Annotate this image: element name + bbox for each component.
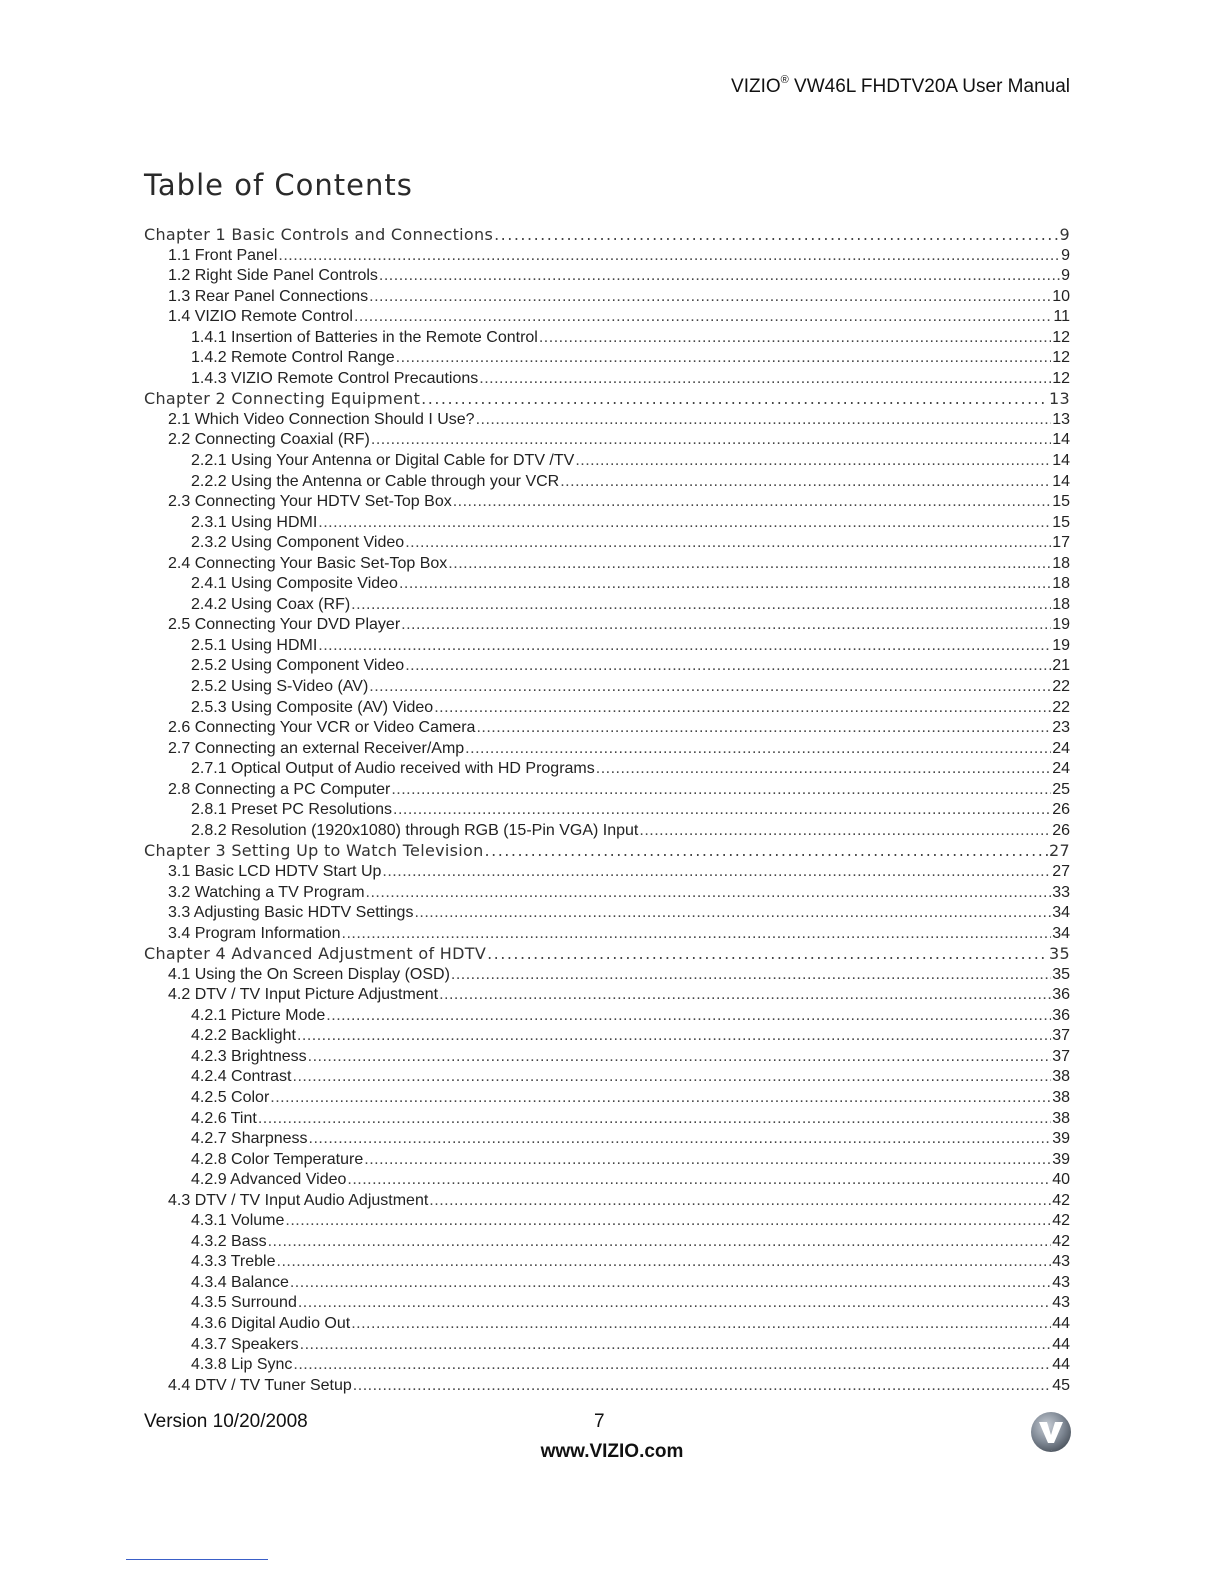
- toc-entry-title: 2.8.1 Preset PC Resolutions: [191, 801, 392, 819]
- toc-page-number: 26: [1052, 821, 1070, 839]
- toc-entry-title: 3.4 Program Information: [168, 924, 341, 942]
- toc-entry-title: 1.1 Front Panel: [168, 246, 278, 264]
- toc-dot-leader: [318, 636, 1051, 657]
- toc-dot-leader: [434, 698, 1051, 719]
- toc-entry[interactable]: [144, 1335, 1070, 1356]
- toc-page-number: 37: [1052, 1047, 1070, 1065]
- toc-page-number: 33: [1052, 883, 1070, 901]
- toc-dot-leader: [369, 287, 1051, 308]
- toc-entry[interactable]: [144, 328, 1070, 349]
- toc-entry-title: 1.3 Rear Panel Connections: [168, 287, 369, 305]
- toc-dot-leader: [476, 410, 1052, 431]
- toc-entry[interactable]: [144, 862, 1070, 883]
- toc-entry[interactable]: [144, 739, 1070, 760]
- toc-entry-title: 4.2.6 Tint: [191, 1109, 257, 1127]
- toc-dot-leader: [354, 307, 1052, 328]
- toc-entry-title: 2.3 Connecting Your HDTV Set-Top Box: [168, 493, 452, 511]
- toc-page-number: 11: [1053, 308, 1070, 326]
- toc-entry-title: 2.7.1 Optical Output of Audio received with HD Programs: [191, 760, 595, 778]
- toc-entry[interactable]: [144, 1252, 1070, 1273]
- toc-entry[interactable]: [144, 1109, 1070, 1130]
- footer-page-number: 7: [594, 1411, 605, 1432]
- toc-page-number: 25: [1052, 780, 1070, 798]
- toc-dot-leader: [353, 1376, 1051, 1397]
- toc-dot-leader: [391, 780, 1051, 801]
- toc-dot-leader: [258, 1109, 1051, 1130]
- toc-dot-leader: [451, 965, 1051, 986]
- toc-dot-leader: [308, 1047, 1052, 1068]
- toc-page-number: 43: [1052, 1294, 1070, 1312]
- toc-entry-title: 4.3.7 Speakers: [191, 1335, 299, 1353]
- toc-entry[interactable]: [144, 1273, 1070, 1294]
- page-title: Table of Contents: [144, 168, 413, 202]
- toc-dot-leader: [347, 1170, 1051, 1191]
- toc-page-number: 38: [1052, 1109, 1070, 1127]
- toc-entry[interactable]: [144, 430, 1070, 451]
- toc-page-number: 39: [1052, 1130, 1070, 1148]
- toc-page-number: 38: [1052, 1068, 1070, 1086]
- toc-entry-title: 1.4 VIZIO Remote Control: [168, 308, 353, 326]
- toc-entry[interactable]: [144, 903, 1070, 924]
- toc-entry-title: 1.2 Right Side Panel Controls: [168, 267, 378, 285]
- toc-entry[interactable]: [144, 1047, 1070, 1068]
- toc-dot-leader: [298, 1293, 1051, 1314]
- toc-page-number: 22: [1052, 698, 1070, 716]
- toc-entry[interactable]: [144, 1355, 1070, 1376]
- toc-entry[interactable]: [144, 1314, 1070, 1335]
- toc-dot-leader: [401, 615, 1051, 636]
- toc-page-number: 26: [1052, 801, 1070, 819]
- toc-entry[interactable]: [144, 759, 1070, 780]
- toc-dot-leader: [476, 718, 1051, 739]
- toc-dot-leader: [396, 348, 1052, 369]
- toc-entry-title: 2.8.2 Resolution (1920x1080) through RGB (15-Pin VGA) Input: [191, 821, 639, 839]
- toc-page-number: 39: [1052, 1150, 1070, 1168]
- toc-entry-title: 2.8 Connecting a PC Computer: [168, 780, 391, 798]
- toc-page-number: 23: [1052, 719, 1070, 737]
- toc-entry-title: 2.2.1 Using Your Antenna or Digital Cable for DTV /TV: [191, 452, 575, 470]
- toc-entry[interactable]: [144, 636, 1070, 657]
- toc-entry-title: Chapter 3 Setting Up to Watch Television: [144, 841, 484, 861]
- toc-dot-leader: [487, 944, 1048, 965]
- toc-entry-title: 2.5.3 Using Composite (AV) Video: [191, 698, 434, 716]
- running-header: [731, 76, 1070, 98]
- toc-entry-title: 3.1 Basic LCD HDTV Start Up: [168, 862, 382, 880]
- toc-entry-title: 1.4.3 VIZIO Remote Control Precautions: [191, 369, 479, 387]
- toc-dot-leader: [270, 1088, 1051, 1109]
- toc-entry[interactable]: [144, 821, 1070, 842]
- toc-entry[interactable]: [144, 924, 1070, 945]
- toc-entry-title: Chapter 1 Basic Controls and Connections: [144, 225, 494, 244]
- toc-dot-leader: [405, 656, 1051, 677]
- toc-page-number: 43: [1052, 1273, 1070, 1291]
- toc-page-number: 14: [1052, 452, 1070, 470]
- toc-entry[interactable]: [144, 410, 1070, 431]
- toc-dot-leader: [575, 451, 1051, 472]
- toc-entry[interactable]: [144, 1026, 1070, 1047]
- toc-chapter-entry[interactable]: [144, 944, 1070, 965]
- toc-dot-leader: [485, 841, 1049, 862]
- toc-entry-title: 2.4.2 Using Coax (RF): [191, 595, 351, 613]
- toc-dot-leader: [429, 1191, 1051, 1212]
- toc-dot-leader: [382, 862, 1051, 883]
- toc-entry-title: 2.1 Which Video Connection Should I Use?: [168, 410, 475, 428]
- toc-entry-title: 4.1 Using the On Screen Display (OSD): [168, 965, 450, 983]
- toc-page-number: 19: [1052, 636, 1070, 654]
- toc-entry-title: 4.3.1 Volume: [191, 1212, 285, 1230]
- toc-page-number: 27: [1052, 862, 1070, 880]
- toc-page-number: 24: [1052, 739, 1070, 757]
- toc-entry-title: 2.4.1 Using Composite Video: [191, 575, 398, 593]
- toc-dot-leader: [285, 1211, 1051, 1232]
- toc-entry[interactable]: [144, 965, 1070, 986]
- toc-entry-title: 2.5.2 Using Component Video: [191, 657, 405, 675]
- toc-page-number: 15: [1052, 513, 1070, 531]
- toc-entry-title: 4.2.2 Backlight: [191, 1027, 296, 1045]
- toc-dot-leader: [596, 759, 1051, 780]
- toc-entry[interactable]: [144, 677, 1070, 698]
- toc-dot-leader: [421, 389, 1048, 410]
- link-underline-rule: [126, 1559, 268, 1560]
- toc-dot-leader: [414, 903, 1051, 924]
- header-brand: VIZIO: [731, 76, 781, 97]
- toc-entry[interactable]: [144, 1376, 1070, 1397]
- toc-entry[interactable]: [144, 1088, 1070, 1109]
- toc-entry-title: 4.3 DTV / TV Input Audio Adjustment: [168, 1191, 429, 1209]
- toc-page-number: 36: [1052, 1006, 1070, 1024]
- toc-dot-leader: [399, 574, 1051, 595]
- toc-page-number: 9: [1059, 225, 1070, 244]
- toc-dot-leader: [309, 1129, 1052, 1150]
- toc-entry-title: 2.2.2 Using the Antenna or Cable through your VCR: [191, 472, 560, 490]
- toc-dot-leader: [465, 739, 1051, 760]
- toc-entry-title: Chapter 2 Connecting Equipment: [144, 389, 421, 409]
- toc-entry[interactable]: [144, 574, 1070, 595]
- toc-dot-leader: [342, 924, 1052, 945]
- toc-dot-leader: [297, 1026, 1051, 1047]
- toc-entry[interactable]: [144, 287, 1070, 308]
- toc-entry[interactable]: [144, 369, 1070, 390]
- toc-entry[interactable]: [144, 718, 1070, 739]
- toc-entry[interactable]: [144, 266, 1070, 287]
- toc-page-number: 18: [1052, 575, 1070, 593]
- toc-entry[interactable]: [144, 698, 1070, 719]
- toc-chapter-entry[interactable]: [144, 841, 1070, 862]
- toc-entry[interactable]: [144, 1150, 1070, 1171]
- toc-entry-title: 4.2.1 Picture Mode: [191, 1006, 326, 1024]
- toc-page-number: 18: [1052, 554, 1070, 572]
- toc-entry-title: 3.3 Adjusting Basic HDTV Settings: [168, 904, 414, 922]
- toc-dot-leader: [277, 1252, 1052, 1273]
- toc-entry[interactable]: [144, 656, 1070, 677]
- toc-dot-leader: [293, 1067, 1052, 1088]
- toc-dot-leader: [268, 1232, 1052, 1253]
- toc-entry[interactable]: [144, 883, 1070, 904]
- toc-dot-leader: [366, 883, 1052, 904]
- toc-entry-title: 4.3.2 Bass: [191, 1232, 267, 1250]
- toc-entry-title: 4.2.9 Advanced Video: [191, 1171, 347, 1189]
- toc-dot-leader: [639, 821, 1051, 842]
- toc-entry[interactable]: [144, 1170, 1070, 1191]
- toc-page-number: 24: [1052, 760, 1070, 778]
- toc-entry[interactable]: [144, 451, 1070, 472]
- toc-entry-title: 4.3.3 Treble: [191, 1253, 276, 1271]
- toc-page-number: 34: [1052, 904, 1070, 922]
- toc-dot-leader: [405, 533, 1051, 554]
- toc-dot-leader: [326, 1006, 1051, 1027]
- toc-entry-title: 4.4 DTV / TV Tuner Setup: [168, 1376, 352, 1394]
- toc-page-number: 38: [1052, 1088, 1070, 1106]
- table-of-contents: [144, 225, 1070, 1396]
- toc-page-number: 13: [1052, 410, 1070, 428]
- toc-page-number: 12: [1052, 369, 1070, 387]
- toc-entry[interactable]: [144, 492, 1070, 513]
- toc-dot-leader: [364, 1150, 1051, 1171]
- toc-entry-title: 4.3.4 Balance: [191, 1273, 289, 1291]
- toc-entry-title: 1.4.2 Remote Control Range: [191, 349, 395, 367]
- toc-page-number: 15: [1052, 493, 1070, 511]
- toc-entry-title: 4.3.5 Surround: [191, 1294, 297, 1312]
- toc-page-number: 12: [1052, 328, 1070, 346]
- toc-dot-leader: [351, 595, 1051, 616]
- toc-page-number: 27: [1049, 841, 1070, 861]
- toc-dot-leader: [290, 1273, 1051, 1294]
- toc-dot-leader: [379, 266, 1060, 287]
- toc-entry-title: 2.2 Connecting Coaxial (RF): [168, 431, 370, 449]
- footer-version: Version 10/20/2008: [144, 1411, 308, 1432]
- toc-dot-leader: [453, 492, 1051, 513]
- toc-dot-leader: [539, 328, 1051, 349]
- toc-page-number: 9: [1061, 246, 1070, 264]
- toc-dot-leader: [278, 246, 1060, 267]
- toc-entry-title: 3.2 Watching a TV Program: [168, 883, 365, 901]
- toc-page-number: 44: [1052, 1314, 1070, 1332]
- toc-entry[interactable]: [144, 780, 1070, 801]
- toc-entry-title: 1.4.1 Insertion of Batteries in the Remote Control: [191, 328, 538, 346]
- toc-page-number: 34: [1052, 924, 1070, 942]
- toc-entry-title: 2.5.1 Using HDMI: [191, 636, 318, 654]
- toc-entry-title: Chapter 4 Advanced Adjustment of HDTV: [144, 944, 487, 964]
- toc-entry-title: 2.5 Connecting Your DVD Player: [168, 616, 401, 634]
- toc-entry[interactable]: [144, 533, 1070, 554]
- toc-page-number: 19: [1052, 616, 1070, 634]
- toc-dot-leader: [560, 472, 1051, 493]
- toc-entry-title: 2.3.2 Using Component Video: [191, 534, 405, 552]
- toc-page-number: 42: [1052, 1232, 1070, 1250]
- logo-letter: V: [1051, 1451, 1052, 1452]
- toc-entry[interactable]: [144, 307, 1070, 328]
- toc-page-number: 40: [1052, 1171, 1070, 1189]
- toc-chapter-entry[interactable]: [144, 389, 1070, 410]
- toc-dot-leader: [369, 677, 1051, 698]
- toc-dot-leader: [351, 1314, 1051, 1335]
- toc-page-number: 18: [1052, 595, 1070, 613]
- toc-dot-leader: [293, 1355, 1051, 1376]
- toc-entry[interactable]: [144, 595, 1070, 616]
- toc-dot-leader: [371, 430, 1051, 451]
- toc-page-number: 9: [1061, 267, 1070, 285]
- toc-entry-title: 4.2.7 Sharpness: [191, 1130, 308, 1148]
- toc-entry[interactable]: [144, 1211, 1070, 1232]
- toc-page-number: 21: [1052, 657, 1070, 675]
- toc-entry-title: 2.4 Connecting Your Basic Set-Top Box: [168, 554, 448, 572]
- toc-entry-title: 2.5.2 Using S-Video (AV): [191, 678, 369, 696]
- toc-entry[interactable]: [144, 348, 1070, 369]
- toc-entry-title: 2.6 Connecting Your VCR or Video Camera: [168, 719, 476, 737]
- toc-page-number: 17: [1052, 534, 1070, 552]
- toc-entry-title: 4.2.5 Color: [191, 1088, 270, 1106]
- toc-page-number: 10: [1052, 287, 1070, 305]
- toc-chapter-entry[interactable]: [144, 225, 1070, 246]
- footer-url[interactable]: www.VIZIO.com: [540, 1441, 684, 1462]
- toc-entry[interactable]: [144, 1129, 1070, 1150]
- toc-dot-leader: [318, 513, 1051, 534]
- toc-entry[interactable]: [144, 985, 1070, 1006]
- toc-page-number: 22: [1052, 678, 1070, 696]
- toc-entry-title: 4.3.8 Lip Sync: [191, 1356, 293, 1374]
- toc-page-number: 42: [1052, 1191, 1070, 1209]
- toc-entry-title: 2.7 Connecting an external Receiver/Amp: [168, 739, 465, 757]
- toc-page-number: 14: [1052, 431, 1070, 449]
- toc-entry[interactable]: [144, 1191, 1070, 1212]
- vizio-v-logo-icon: [1030, 1411, 1072, 1453]
- toc-entry[interactable]: [144, 800, 1070, 821]
- toc-page-number: 44: [1052, 1356, 1070, 1374]
- toc-entry-title: 4.2 DTV / TV Input Picture Adjustment: [168, 986, 439, 1004]
- toc-page-number: 37: [1052, 1027, 1070, 1045]
- toc-dot-leader: [494, 225, 1058, 246]
- toc-page-number: 13: [1049, 389, 1070, 409]
- toc-page-number: 12: [1052, 349, 1070, 367]
- toc-page-number: 35: [1052, 965, 1070, 983]
- toc-page-number: 36: [1052, 986, 1070, 1004]
- toc-page-number: 44: [1052, 1335, 1070, 1353]
- toc-page-number: 43: [1052, 1253, 1070, 1271]
- toc-entry-title: 4.2.3 Brightness: [191, 1047, 307, 1065]
- toc-entry[interactable]: [144, 1232, 1070, 1253]
- toc-entry[interactable]: [144, 554, 1070, 575]
- toc-entry[interactable]: [144, 246, 1070, 267]
- toc-entry[interactable]: [144, 1293, 1070, 1314]
- toc-page-number: 42: [1052, 1212, 1070, 1230]
- toc-entry-title: 2.3.1 Using HDMI: [191, 513, 318, 531]
- toc-entry-title: 4.2.4 Contrast: [191, 1068, 292, 1086]
- toc-page-number: 14: [1052, 472, 1070, 490]
- toc-dot-leader: [439, 985, 1051, 1006]
- toc-entry[interactable]: [144, 615, 1070, 636]
- toc-page-number: 45: [1052, 1376, 1070, 1394]
- toc-entry[interactable]: [144, 1006, 1070, 1027]
- toc-entry-title: 4.2.8 Color Temperature: [191, 1150, 364, 1168]
- toc-entry[interactable]: [144, 472, 1070, 493]
- toc-dot-leader: [479, 369, 1051, 390]
- header-registered-mark: ®: [780, 74, 789, 86]
- toc-entry[interactable]: [144, 513, 1070, 534]
- toc-entry[interactable]: [144, 1067, 1070, 1088]
- header-title-rest: VW46L FHDTV20A User Manual: [788, 76, 1070, 97]
- toc-entry-title: 4.3.6 Digital Audio Out: [191, 1314, 351, 1332]
- toc-dot-leader: [300, 1335, 1052, 1356]
- toc-page-number: 35: [1049, 944, 1070, 964]
- toc-dot-leader: [393, 800, 1051, 821]
- toc-dot-leader: [448, 554, 1051, 575]
